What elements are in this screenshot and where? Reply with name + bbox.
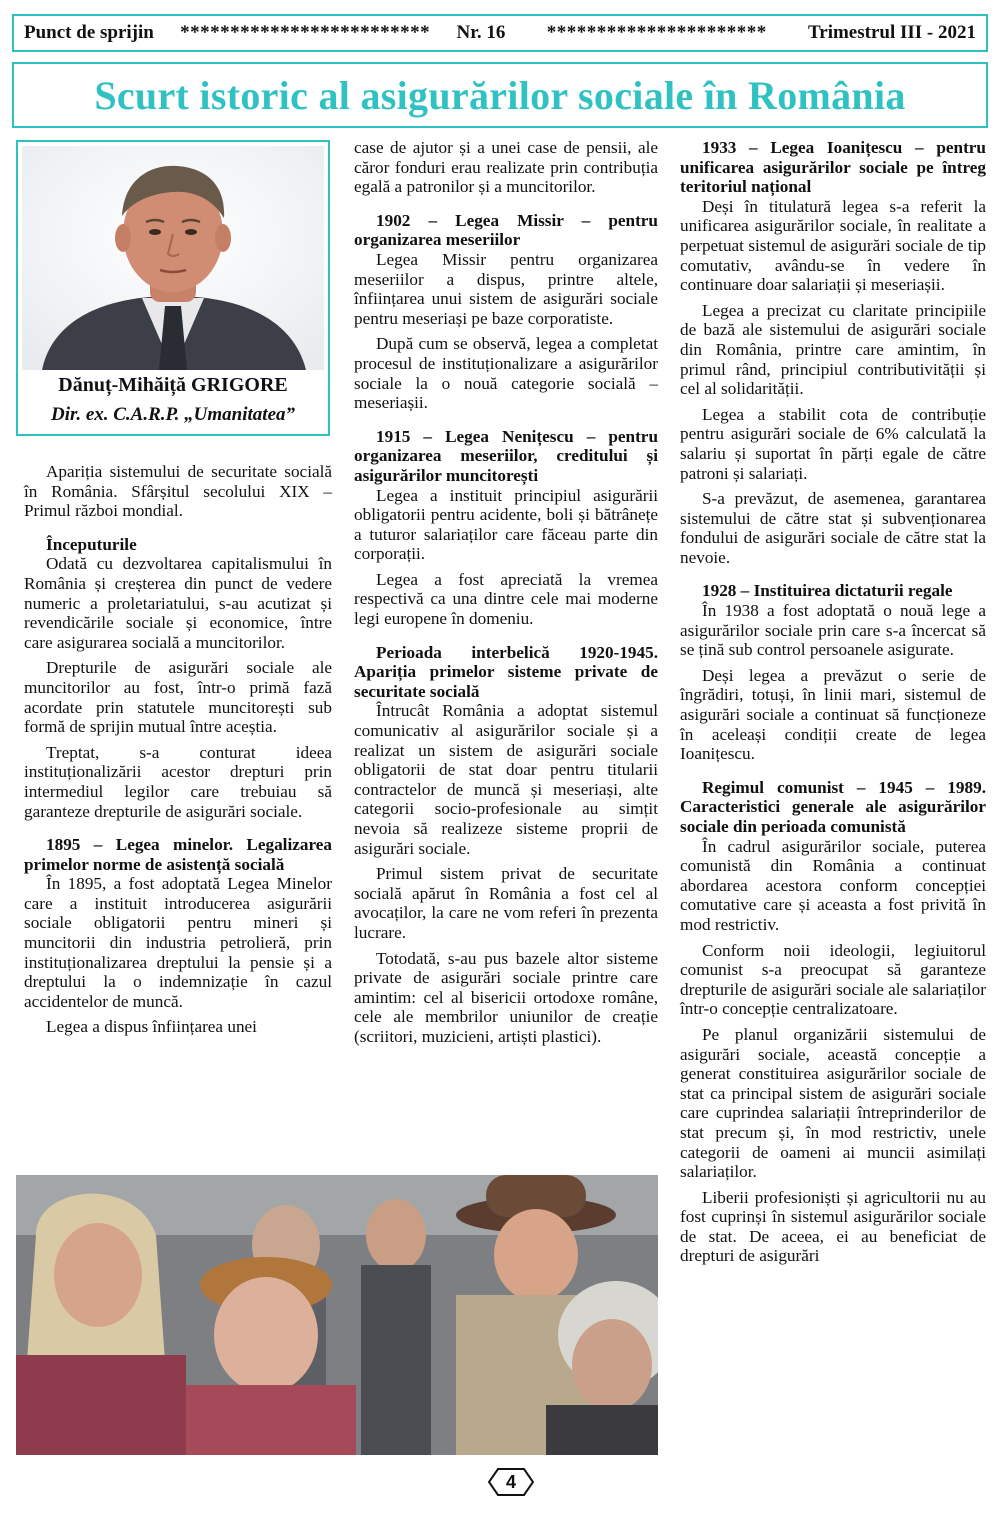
paragraph: Odată cu dezvoltarea capitalismului în România și creșterea din punct de vedere numeric a proletariatului, s-au acutizat și revendicările sociale și economice, între care asigurarea socială a muncitorilor. — [24, 554, 332, 652]
paragraph: Legea a dispus înființarea unei — [46, 1017, 257, 1037]
paragraph: Totodată, s-au pus bazele altor sisteme private de asigurări sociale printre care amintim: cel al bisericii ortodoxe române, cele ale membrilor uniunilor de creație (scriitori, muzicieni, artiști plastici). — [354, 948, 658, 1046]
section-heading: Regimul comunist – 1945 – 1989. Caracteristici generale ale asigurărilor sociale din perioada comunistă — [680, 777, 986, 836]
author-portrait — [22, 146, 324, 370]
section-heading: 1915 – Legea Nenițescu – pentru organizarea meseriilor, creditului și asigurărilor muncitorești — [354, 426, 658, 485]
header-stars-right: ********************** — [546, 22, 767, 43]
page-number-badge — [488, 1468, 534, 1496]
section-heading: 1895 – Legea minelor. Legalizarea primelor norme de asistență socială — [24, 835, 332, 874]
section-heading: 1933 – Legea Ioanițescu – pentru unificarea asigurărilor sociale pe întreg teritoriul național — [680, 138, 986, 197]
title-box — [12, 62, 988, 128]
section-name: Punct de sprijin — [24, 22, 154, 43]
header-stars-left: ************************* — [180, 22, 431, 43]
page-number: 4 — [505, 1472, 516, 1492]
paragraph: Drepturile de asigurări sociale ale muncitorilor au fost, într-o primă fază acordate prin statutele muncitorești sub formă de sprijin mutual între aceștia. — [24, 658, 332, 737]
article-column-2 — [354, 138, 658, 1047]
paragraph: Legea a stabilit cota de contribuție pentru asigurări sociale de 6% calculată la salariu și suportat în părți egale de către patroni și salariați. — [680, 404, 986, 483]
paragraph: Primul sistem privat de securitate socială apărut în România a fost cel al avocaților, la care ne vom referi în prezenta lucrare. — [354, 864, 658, 942]
paragraph: În 1895, a fost adoptată Legea Minelor care a instituit introducerea asigurării sociale obligatorii pentru mineri și muncitorii din industria petrolieră, prin instituționalizarea dreptului la pensie și a dreptului la o indemnizație în cazul accidentelor de muncă. — [24, 874, 332, 1011]
section-heading: Perioada interbelică 1920-1945. Apariția primelor sisteme private de securitate socială — [354, 642, 658, 701]
paragraph: Pe planul organizării sistemului de asigurări sociale, această concepție a generat constituirea asigurărilor sociale de stat ca principal sistem de asigurări sociale care cuprindea salariații întreprinderilor de stat precum și, în mod restrictiv, unele categorii de oameni ai muncii asimilați salariaților. — [680, 1024, 986, 1182]
paragraph: Conform noii ideologii, legiuitorul comunist s-a preocupat să garanteze drepturile de asigurări sociale ale salariaților într-o concepție centralizatoare. — [680, 940, 986, 1019]
paragraph: Legea a fost apreciată la vremea respectivă ca una dintre cele mai moderne legi europene în domeniu. — [354, 569, 658, 629]
article-title: Scurt istoric al asigurărilor sociale în România — [94, 72, 906, 118]
section-heading: 1902 – Legea Missir – pentru organizarea meseriilor — [354, 210, 658, 250]
paragraph: După cum se observă, legea a completat procesul de instituționalizare a asigurărilor sociale la o nouă categorie socială – meseriașii. — [354, 334, 658, 413]
paragraph: S-a prevăzut, de asemenea, garantarea sistemului de către stat și subvenționarea fondului de asigurări sociale de către stat la nevoie. — [680, 489, 986, 567]
paragraph: Legea a precizat cu claritate principiile de bază ale sistemului de asigurări sociale din România, printre care amintim, în primul rând, principiul contributivității și cel al solidarității. — [680, 300, 986, 399]
header-bar — [12, 14, 988, 52]
intro-paragraph: Apariția sistemului de securitate socială în România. Sfârșitul secolului XIX – Primul război mondial. — [24, 462, 332, 521]
paragraph: În cadrul asigurărilor sociale, puterea comunistă din România a continuat abordarea acestora conform concepției comutative care și aceasta a fost privită în mod restrictiv. — [680, 836, 986, 934]
paragraph: Treptat, s-a conturat ideea instituționalizării acestor drepturi prin intermediul legilor care trebuiau să garanteze drepturile de asigurări sociale. — [24, 742, 332, 821]
article-column-3 — [680, 138, 986, 1266]
issue-number: Nr. 16 — [456, 22, 506, 43]
section-heading: Începuturile — [46, 534, 137, 554]
section-heading: 1928 – Instituirea dictaturii regale — [702, 581, 953, 601]
paragraph: Întrucât România a adoptat sistemul comunicativ al asigurărilor sociale și a realizat un sistem de asigurări sociale obligatorii de stat doar pentru titularii contractelor de muncă și meseriași, alte categorii socio-profesionale au simțit nevoia să realizeze sisteme proprii de asigurări sociale. — [354, 701, 658, 858]
paragraph: Deși legea a prevăzut o serie de îngrădiri, totuși, în linii mari, sistemul de asigurări sociale a continuat să funcționeze în aceleași condiții create de legea Ioanițescu. — [680, 665, 986, 764]
paragraph: Deși în titulatură legea s-a referit la unificarea asigurărilor sociale, în realitate a perpetuat sistemul de asigurări sociale de tip comutativ, avându-se în vedere în continuare doar salariații și meseriașii. — [680, 196, 986, 295]
paragraph: Legea Missir pentru organizarea meseriilor a dispus, printre altele, înființarea unui sistem de asigurări sociale pentru meseriași pe baze corporatiste. — [354, 249, 658, 328]
author-box — [16, 140, 330, 436]
paragraph: case de ajutor și a unei case de pensii, ale căror fonduri erau realizate prin contribuția egală a patronilor și a muncitorilor. — [354, 138, 658, 197]
author-role: Dir. ex. C.A.R.P. „Umanitatea” — [50, 404, 296, 425]
paragraph: Legea a instituit principiul asigurării obligatorii pentru acidente, boli și bătrânețe a tuturor salariaților care făceau parte din corporații. — [354, 485, 658, 564]
paragraph: Liberii profesioniști și agricultorii nu au fost cuprinși în sistemul asigurărilor sociale de stat. De aceea, ei au beneficiat de drepturi de asigurări — [680, 1187, 986, 1266]
article-column-1 — [24, 462, 332, 1037]
crowd-photo — [16, 1175, 658, 1455]
issue-period: Trimestrul III - 2021 — [808, 22, 976, 43]
paragraph: În 1938 a fost adoptată o nouă lege a asigurărilor sociale prin care s-a încercat să se țină sub control persoanele asigurate. — [680, 601, 986, 660]
author-name: Dănuț-Mihăiță GRIGORE — [58, 374, 288, 396]
